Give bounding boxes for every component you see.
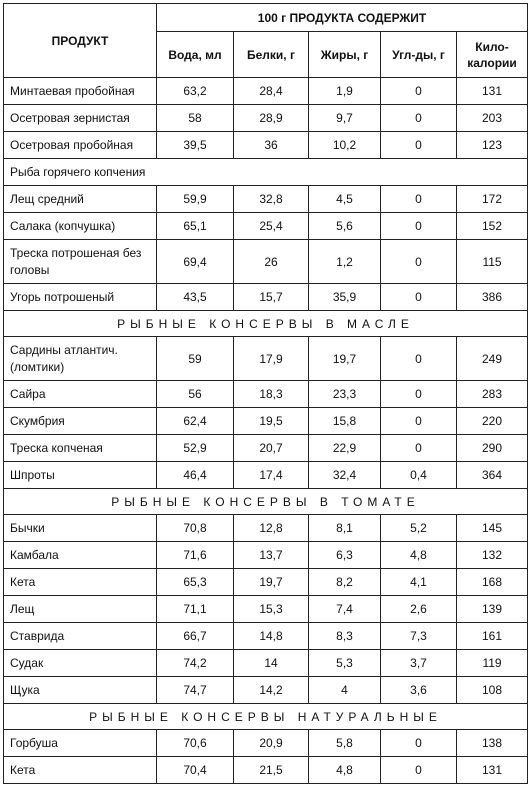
cell-carbs: 0	[381, 132, 457, 159]
table-row	[4, 542, 528, 569]
cell-carbs: 0	[381, 105, 457, 132]
table-row	[4, 757, 528, 784]
cell-protein: 14	[234, 650, 309, 677]
cell-carbs: 0	[381, 284, 457, 311]
product-name: Осетровая зернистая	[4, 105, 157, 132]
cell-carbs: 7,3	[381, 623, 457, 650]
subsection-header-row	[4, 159, 528, 186]
cell-fat: 4	[309, 677, 381, 704]
cell-fat: 9,7	[309, 105, 381, 132]
cell-water: 71,1	[157, 596, 234, 623]
cell-fat: 22,9	[309, 435, 381, 462]
cell-kcal: 168	[457, 569, 528, 596]
cell-protein: 14,2	[234, 677, 309, 704]
cell-kcal: 138	[457, 730, 528, 757]
cell-protein: 15,3	[234, 596, 309, 623]
cell-kcal: 203	[457, 105, 528, 132]
cell-fat: 1,2	[309, 240, 381, 284]
cell-protein: 21,5	[234, 757, 309, 784]
cell-kcal: 108	[457, 677, 528, 704]
cell-carbs: 0	[381, 408, 457, 435]
cell-water: 70,6	[157, 730, 234, 757]
cell-protein: 20,7	[234, 435, 309, 462]
cell-water: 70,4	[157, 757, 234, 784]
product-name: Щука	[4, 677, 157, 704]
subsection-title: Рыба горячего копчения	[4, 159, 528, 186]
cell-carbs: 0	[381, 435, 457, 462]
product-name: Шпроты	[4, 462, 157, 489]
cell-fat: 5,8	[309, 730, 381, 757]
cell-carbs: 5,2	[381, 515, 457, 542]
header-water: Вода, мл	[157, 32, 234, 78]
product-name: Сайра	[4, 381, 157, 408]
cell-kcal: 386	[457, 284, 528, 311]
cell-kcal: 283	[457, 381, 528, 408]
table-row	[4, 105, 528, 132]
cell-carbs: 0	[381, 213, 457, 240]
cell-fat: 4,8	[309, 757, 381, 784]
product-name: Кета	[4, 757, 157, 784]
cell-water: 66,7	[157, 623, 234, 650]
cell-protein: 20,9	[234, 730, 309, 757]
table-row	[4, 337, 528, 381]
cell-fat: 32,4	[309, 462, 381, 489]
cell-water: 46,4	[157, 462, 234, 489]
product-name: Судак	[4, 650, 157, 677]
cell-protein: 26	[234, 240, 309, 284]
nutrition-table	[3, 3, 528, 784]
cell-water: 59	[157, 337, 234, 381]
cell-kcal: 131	[457, 757, 528, 784]
product-name: Бычки	[4, 515, 157, 542]
product-name: Минтаевая пробойная	[4, 78, 157, 105]
cell-carbs: 2,6	[381, 596, 457, 623]
section-title: РЫБНЫЕ КОНСЕРВЫ В ТОМАТЕ	[4, 489, 528, 515]
cell-kcal: 119	[457, 650, 528, 677]
section-title: РЫБНЫЕ КОНСЕРВЫ В МАСЛЕ	[4, 311, 528, 337]
cell-protein: 25,4	[234, 213, 309, 240]
cell-protein: 28,4	[234, 78, 309, 105]
table-row	[4, 132, 528, 159]
product-name: Кета	[4, 569, 157, 596]
cell-water: 52,9	[157, 435, 234, 462]
cell-fat: 7,4	[309, 596, 381, 623]
cell-kcal: 145	[457, 515, 528, 542]
table-row	[4, 677, 528, 704]
cell-water: 62,4	[157, 408, 234, 435]
cell-water: 59,9	[157, 186, 234, 213]
nutrition-table-wrapper	[3, 3, 528, 784]
cell-carbs: 4,8	[381, 542, 457, 569]
table-row	[4, 381, 528, 408]
cell-fat: 6,3	[309, 542, 381, 569]
cell-kcal: 249	[457, 337, 528, 381]
cell-kcal: 152	[457, 213, 528, 240]
product-name: Лещ средний	[4, 186, 157, 213]
cell-fat: 8,3	[309, 623, 381, 650]
header-kcal: Кило-калории	[457, 32, 528, 78]
cell-carbs: 0	[381, 337, 457, 381]
cell-protein: 19,5	[234, 408, 309, 435]
cell-water: 39,5	[157, 132, 234, 159]
section-header-row	[4, 489, 528, 515]
cell-carbs: 0	[381, 730, 457, 757]
cell-kcal: 161	[457, 623, 528, 650]
header-fat: Жиры, г	[309, 32, 381, 78]
cell-carbs: 0	[381, 757, 457, 784]
cell-water: 56	[157, 381, 234, 408]
cell-protein: 17,4	[234, 462, 309, 489]
cell-water: 58	[157, 105, 234, 132]
product-name: Сардины атлантич. (ломтики)	[4, 337, 157, 381]
product-name: Лещ	[4, 596, 157, 623]
cell-fat: 8,1	[309, 515, 381, 542]
cell-water: 71,6	[157, 542, 234, 569]
cell-kcal: 132	[457, 542, 528, 569]
cell-fat: 10,2	[309, 132, 381, 159]
product-name: Осетровая пробойная	[4, 132, 157, 159]
table-row	[4, 435, 528, 462]
product-name: Скумбрия	[4, 408, 157, 435]
cell-protein: 13,7	[234, 542, 309, 569]
cell-fat: 5,6	[309, 213, 381, 240]
cell-fat: 15,8	[309, 408, 381, 435]
table-row	[4, 515, 528, 542]
cell-fat: 23,3	[309, 381, 381, 408]
cell-water: 63,2	[157, 78, 234, 105]
table-row	[4, 623, 528, 650]
cell-kcal: 220	[457, 408, 528, 435]
cell-fat: 35,9	[309, 284, 381, 311]
product-name: Угорь потрошеный	[4, 284, 157, 311]
cell-fat: 8,2	[309, 569, 381, 596]
cell-water: 74,7	[157, 677, 234, 704]
header-carbs: Угл-ды, г	[381, 32, 457, 78]
table-row	[4, 78, 528, 105]
cell-kcal: 139	[457, 596, 528, 623]
product-name: Треска копченая	[4, 435, 157, 462]
cell-protein: 17,9	[234, 337, 309, 381]
section-header-row	[4, 311, 528, 337]
product-name: Салака (копчушка)	[4, 213, 157, 240]
cell-protein: 12,8	[234, 515, 309, 542]
cell-kcal: 131	[457, 78, 528, 105]
header-protein: Белки, г	[234, 32, 309, 78]
cell-carbs: 0	[381, 381, 457, 408]
table-body	[4, 78, 528, 784]
cell-protein: 15,7	[234, 284, 309, 311]
table-row	[4, 462, 528, 489]
table-row	[4, 284, 528, 311]
cell-water: 65,1	[157, 213, 234, 240]
product-name: Камбала	[4, 542, 157, 569]
table-header	[4, 4, 528, 78]
cell-water: 69,4	[157, 240, 234, 284]
header-row-top	[4, 4, 528, 32]
cell-water: 74,2	[157, 650, 234, 677]
cell-fat: 19,7	[309, 337, 381, 381]
cell-carbs: 4,1	[381, 569, 457, 596]
cell-protein: 19,7	[234, 569, 309, 596]
header-product: ПРОДУКТ	[4, 4, 157, 78]
product-name: Ставрида	[4, 623, 157, 650]
cell-water: 65,3	[157, 569, 234, 596]
cell-protein: 14,8	[234, 623, 309, 650]
cell-water: 43,5	[157, 284, 234, 311]
cell-carbs: 0	[381, 186, 457, 213]
section-header-row	[4, 704, 528, 730]
cell-kcal: 290	[457, 435, 528, 462]
cell-protein: 36	[234, 132, 309, 159]
cell-protein: 32,8	[234, 186, 309, 213]
product-name: Горбуша	[4, 730, 157, 757]
header-contains: 100 г ПРОДУКТА СОДЕРЖИТ	[157, 4, 528, 32]
table-row	[4, 408, 528, 435]
cell-fat: 4,5	[309, 186, 381, 213]
cell-carbs: 0,4	[381, 462, 457, 489]
cell-protein: 18,3	[234, 381, 309, 408]
table-row	[4, 569, 528, 596]
table-row	[4, 213, 528, 240]
table-row	[4, 650, 528, 677]
cell-kcal: 123	[457, 132, 528, 159]
cell-protein: 28,9	[234, 105, 309, 132]
cell-carbs: 0	[381, 78, 457, 105]
cell-carbs: 0	[381, 240, 457, 284]
cell-kcal: 364	[457, 462, 528, 489]
table-row	[4, 730, 528, 757]
table-row	[4, 596, 528, 623]
table-row	[4, 186, 528, 213]
cell-fat: 1,9	[309, 78, 381, 105]
cell-fat: 5,3	[309, 650, 381, 677]
cell-kcal: 172	[457, 186, 528, 213]
product-name: Треска потрошеная без головы	[4, 240, 157, 284]
cell-water: 70,8	[157, 515, 234, 542]
table-row	[4, 240, 528, 284]
cell-carbs: 3,7	[381, 650, 457, 677]
cell-kcal: 115	[457, 240, 528, 284]
cell-carbs: 3,6	[381, 677, 457, 704]
section-title: РЫБНЫЕ КОНСЕРВЫ НАТУРАЛЬНЫЕ	[4, 704, 528, 730]
